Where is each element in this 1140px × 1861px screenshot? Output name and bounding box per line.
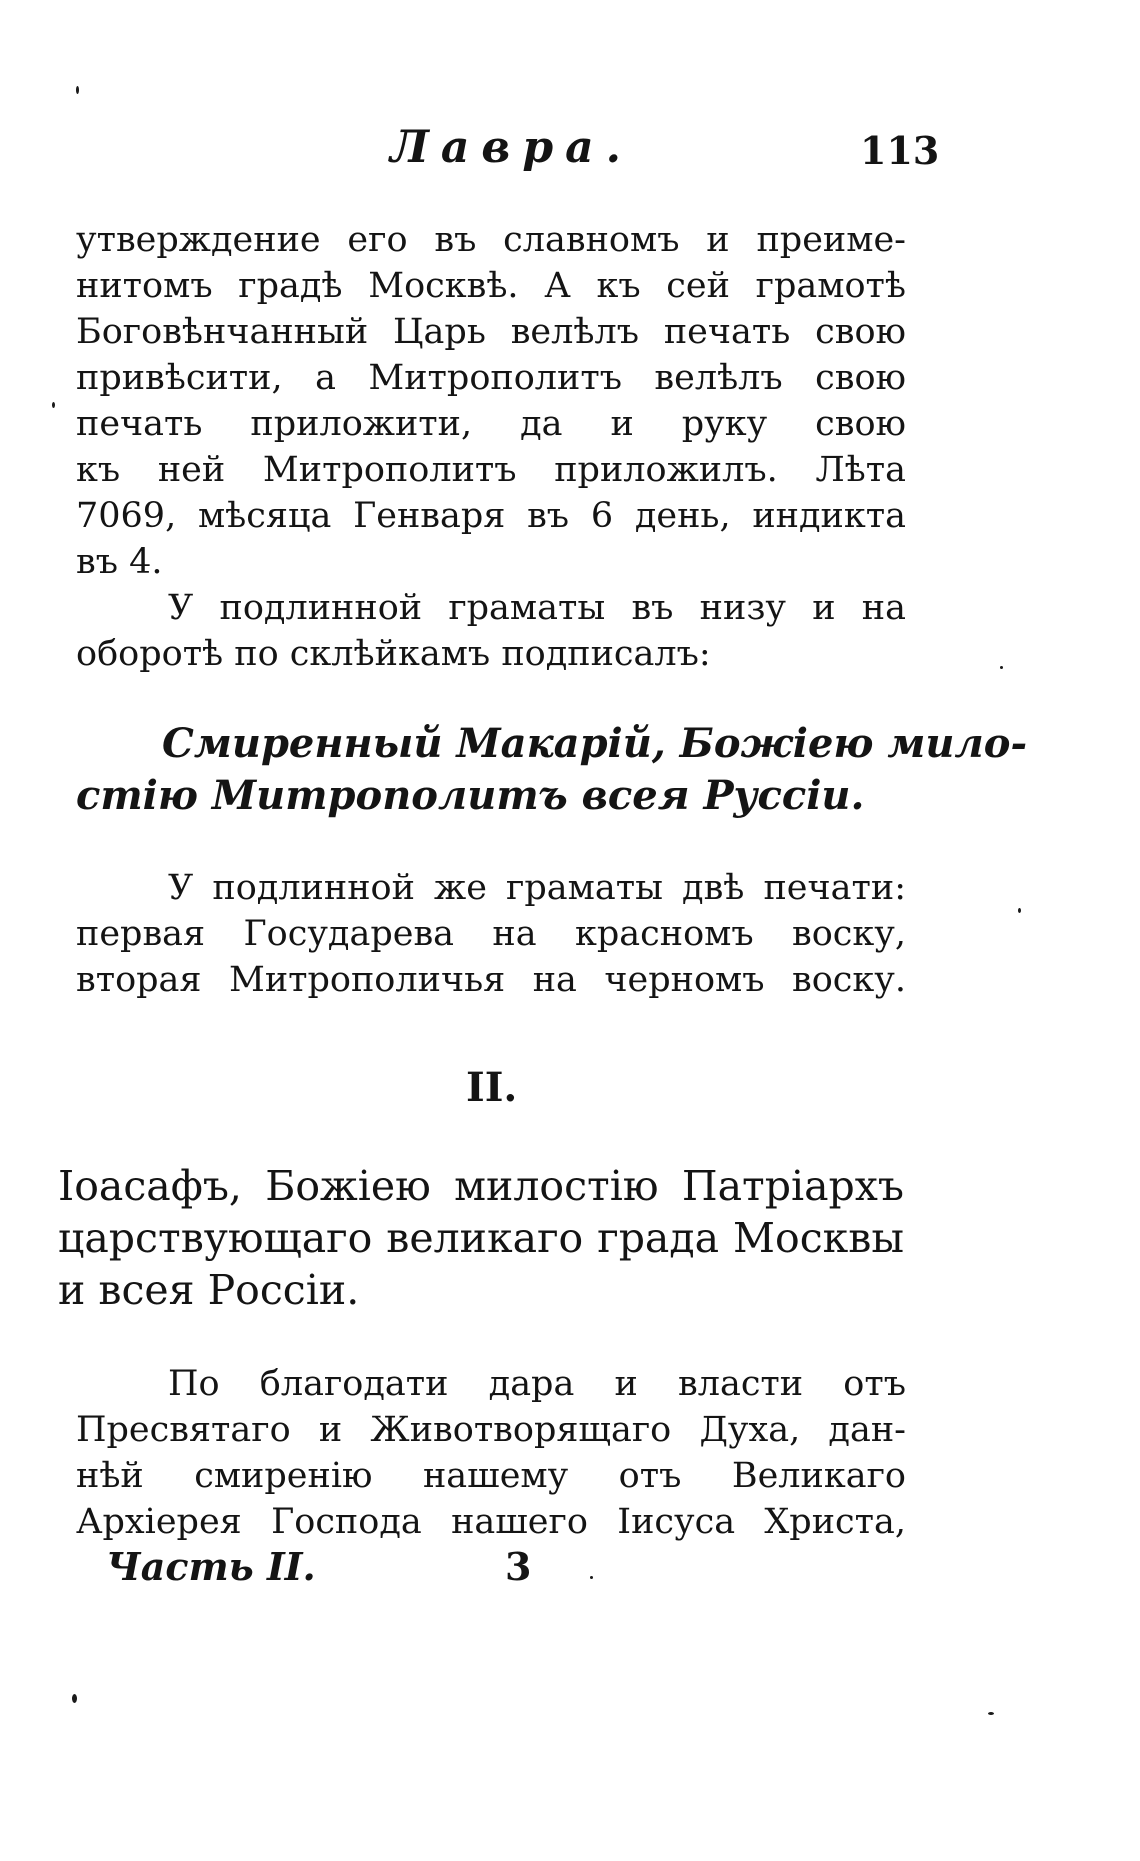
body-line: 7069, мѣсяца Генваря въ 6 день, индикта [76, 496, 906, 536]
ink-speck [52, 402, 55, 408]
final-line: Пресвятаго и Животворящаго Духа, дан- [76, 1410, 906, 1450]
final-line: По благодати дара и власти отъ [168, 1364, 906, 1404]
signature-line: стію Митрополитъ всея Руссіи. [76, 772, 865, 819]
heading-line: и всея Россіи. [58, 1266, 360, 1314]
final-line: нѣй смиренію нашему отъ Великаго [76, 1456, 906, 1496]
ink-speck [1018, 908, 1021, 913]
ink-speck [76, 86, 79, 94]
seal-line: У подлинной же граматы двѣ печати: [168, 868, 906, 908]
ink-speck [590, 1576, 593, 1579]
ink-speck [1000, 666, 1003, 669]
footer-sheet-mark: 3 [505, 1544, 532, 1589]
heading-line: царствующаго великаго града Москвы [58, 1214, 904, 1262]
ink-speck [988, 1712, 994, 1715]
body-line: привѣсити, а Митрополитъ велѣлъ свою [76, 358, 906, 398]
body-line: печать приложити, да и руку свою [76, 404, 906, 444]
seal-line: вторая Митрополичья на черномъ воску. [76, 960, 906, 1000]
body-line: къ ней Митрополитъ приложилъ. Лѣта [76, 450, 906, 490]
body-line: въ 4. [76, 542, 163, 582]
section-number: II. [466, 1064, 518, 1111]
heading-line: Іоасафъ, Божіею милостію Патріархъ [58, 1162, 904, 1210]
seal-line: первая Государева на красномъ воску, [76, 914, 906, 954]
footer-signature: Часть II. [106, 1544, 316, 1589]
final-line: Архіерея Господа нашего Іисуса Христа, [76, 1502, 906, 1542]
note-line: У подлинной граматы въ низу и на [168, 588, 906, 628]
signature-line: Смиренный Макарій, Божіею мило- [162, 720, 1028, 767]
ink-speck [72, 1694, 77, 1703]
body-line: нитомъ градѣ Москвѣ. А къ сей грамотѣ [76, 266, 906, 306]
note-line: оборотѣ по склѣйкамъ подписалъ: [76, 634, 711, 674]
page-number: 113 [860, 128, 940, 173]
body-line: утверждение его въ славномъ и преиме- [76, 220, 906, 260]
body-line: Боговѣнчанный Царь велѣлъ печать свою [76, 312, 906, 352]
running-header-title: Лавра. [390, 122, 633, 173]
